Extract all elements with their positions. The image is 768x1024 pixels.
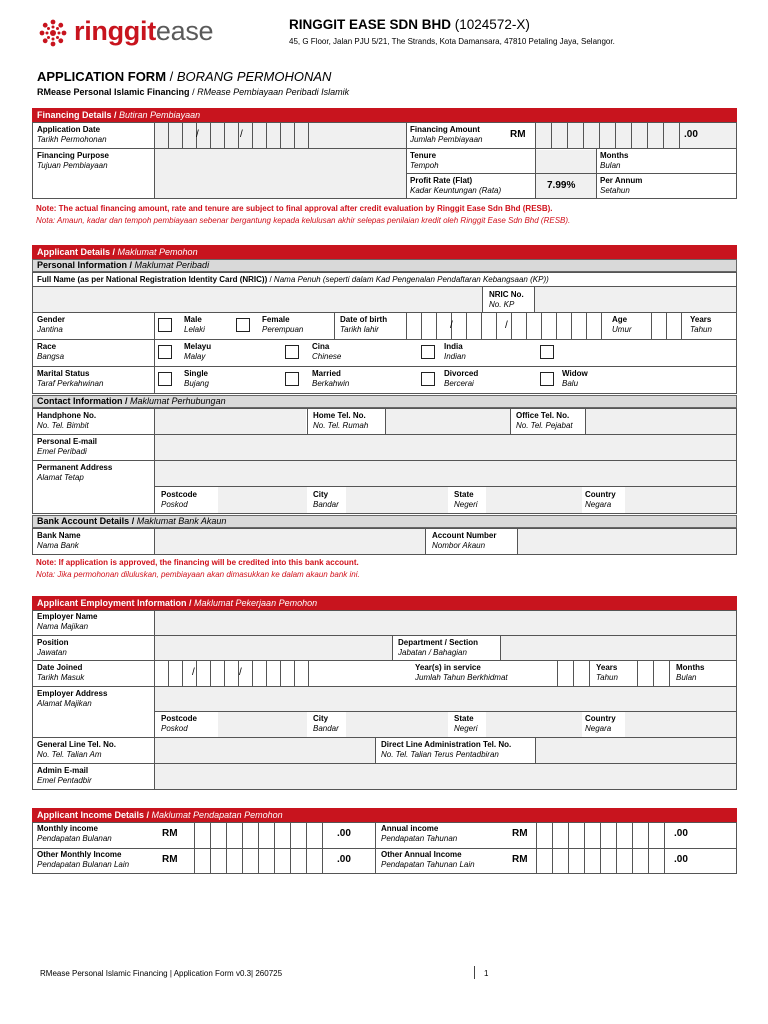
dob-label: Date of birth Tarikh lahir bbox=[340, 315, 388, 334]
contact-info-heading: Contact Information / Maklumat Perhubungan bbox=[32, 395, 737, 408]
marital-divorced-checkbox[interactable] bbox=[421, 372, 435, 386]
full-name-label: Full Name (as per National Registration Identity Card (NRIC)) / Nama Penuh (seperti dalam Kad Pengenalan Pendaftaran Kebangsaan (KP)) bbox=[37, 275, 549, 284]
race-other-checkbox[interactable] bbox=[540, 345, 554, 359]
profit-rate-label: Profit Rate (Flat) Kadar Keuntungan (Rata) bbox=[410, 176, 502, 195]
emp-country-input[interactable] bbox=[625, 712, 736, 737]
emp-postcode-input[interactable] bbox=[218, 712, 307, 737]
age-input[interactable] bbox=[651, 313, 682, 339]
tenure-input[interactable] bbox=[536, 149, 596, 173]
other-annual-income-input[interactable] bbox=[536, 849, 665, 873]
financing-amount-label: Financing Amount Jumlah Pembiayaan bbox=[410, 125, 483, 144]
date-joined-input[interactable] bbox=[155, 661, 309, 686]
country-input[interactable] bbox=[625, 487, 736, 513]
nric-label: NRIC No. No. KP bbox=[489, 290, 524, 309]
bank-note: Note: If application is approved, the financing will be credited into this bank account. bbox=[36, 558, 359, 567]
employment-section-heading: Applicant Employment Information / Maklumat Pekerjaan Pemohon bbox=[32, 596, 737, 610]
dob-input[interactable] bbox=[406, 313, 602, 339]
company-logo-text: ringgitease bbox=[74, 16, 214, 46]
gender-female-checkbox[interactable] bbox=[236, 318, 250, 332]
nric-input[interactable] bbox=[535, 287, 736, 312]
page-footer: RMease Personal Islamic Financing | Application Form v0.3| 260725 bbox=[40, 969, 283, 978]
page-subtitle: RMease Personal Islamic Financing / RMease Pembiayaan Peribadi Islamik bbox=[37, 87, 350, 97]
financing-purpose-input[interactable] bbox=[155, 149, 406, 198]
marital-married-checkbox[interactable] bbox=[285, 372, 299, 386]
bank-name-input[interactable] bbox=[155, 529, 425, 554]
emp-state-input[interactable] bbox=[486, 712, 582, 737]
currency-rm: RM bbox=[510, 129, 526, 140]
office-tel-input[interactable] bbox=[586, 409, 736, 434]
race-malay-checkbox[interactable] bbox=[158, 345, 172, 359]
employer-name-input[interactable] bbox=[155, 611, 736, 635]
applicant-section-heading: Applicant Details / Maklumat Pemohon bbox=[32, 245, 737, 259]
page-title: APPLICATION FORM / BORANG PERMOHONAN bbox=[37, 69, 332, 84]
annual-income-input[interactable] bbox=[536, 823, 665, 848]
city-input[interactable] bbox=[346, 487, 448, 513]
per-annum-label: Per Annum Setahun bbox=[600, 176, 643, 195]
months-label: Months Bulan bbox=[600, 151, 629, 170]
page-number: 1 bbox=[484, 969, 489, 978]
admin-email-input[interactable] bbox=[155, 764, 736, 789]
emp-city-input[interactable] bbox=[346, 712, 448, 737]
direct-tel-input[interactable] bbox=[536, 738, 736, 763]
bank-account-heading: Bank Account Details / Maklumat Bank Akaun bbox=[32, 515, 737, 528]
postcode-input[interactable] bbox=[218, 487, 307, 513]
income-section-heading: Applicant Income Details / Maklumat Pendapatan Pemohon bbox=[32, 808, 737, 822]
tenure-label: Tenure Tempoh bbox=[410, 151, 439, 170]
financing-purpose-label: Financing Purpose Tujuan Pembiayaan bbox=[37, 151, 110, 170]
race-indian-checkbox[interactable] bbox=[421, 345, 435, 359]
handphone-input[interactable] bbox=[155, 409, 306, 434]
service-years-input[interactable] bbox=[557, 661, 590, 686]
address-input[interactable] bbox=[155, 461, 736, 486]
race-chinese-checkbox[interactable] bbox=[285, 345, 299, 359]
position-input[interactable] bbox=[155, 636, 392, 660]
financing-note-malay: Nota: Amaun, kadar dan tempoh pembiayaan sebenar bergantung kepada kelulusan akhir selepas penilaian kredit oleh Ringgit Ease Sdn Bhd (RESB). bbox=[36, 216, 571, 225]
company-address: 45, G Floor, Jalan PJU 5/21, The Strands, Kota Damansara, 47810 Petaling Jaya, Selangor. bbox=[289, 37, 615, 46]
account-number-input[interactable] bbox=[518, 529, 736, 554]
footer-divider bbox=[474, 966, 475, 979]
marital-widow-checkbox[interactable] bbox=[540, 372, 554, 386]
service-months-input[interactable] bbox=[637, 661, 670, 686]
department-input[interactable] bbox=[501, 636, 736, 660]
race-label: Race Bangsa bbox=[37, 342, 65, 361]
home-tel-input[interactable] bbox=[386, 409, 510, 434]
general-tel-input[interactable] bbox=[155, 738, 375, 763]
application-date-input[interactable] bbox=[155, 123, 309, 148]
age-label: Age Umur bbox=[612, 315, 632, 334]
other-monthly-income-input[interactable] bbox=[194, 849, 323, 873]
financing-amount-input[interactable] bbox=[536, 123, 680, 148]
financing-section-heading: Financing Details / Butiran Pembiayaan bbox=[32, 108, 737, 122]
monthly-income-input[interactable] bbox=[194, 823, 323, 848]
company-name: RINGGIT EASE SDN BHD (1024572-X) bbox=[289, 17, 530, 32]
financing-note: Note: The actual financing amount, rate and tenure are subject to final approval after credit evaluation by Ringgit Ease Sdn Bhd (RESB). bbox=[36, 204, 553, 213]
employer-address-input[interactable] bbox=[155, 687, 736, 711]
email-input[interactable] bbox=[155, 435, 736, 460]
marital-single-checkbox[interactable] bbox=[158, 372, 172, 386]
marital-status-label: Marital Status Taraf Perkahwinan bbox=[37, 369, 104, 388]
personal-info-heading: Personal Information / Maklumat Peribadi bbox=[32, 259, 737, 272]
state-input[interactable] bbox=[486, 487, 582, 513]
gender-label: Gender Jantina bbox=[37, 315, 66, 334]
ringgitease-logo-icon bbox=[36, 16, 70, 50]
application-date-label: Application Date Tarikh Permohonan bbox=[37, 125, 107, 144]
gender-male-checkbox[interactable] bbox=[158, 318, 172, 332]
profit-rate-value: 7.99% bbox=[547, 180, 576, 191]
bank-note-malay: Nota: Jika permohonan diluluskan, pembiayaan akan dimasukkan ke dalam akaun bank ini. bbox=[36, 570, 360, 579]
